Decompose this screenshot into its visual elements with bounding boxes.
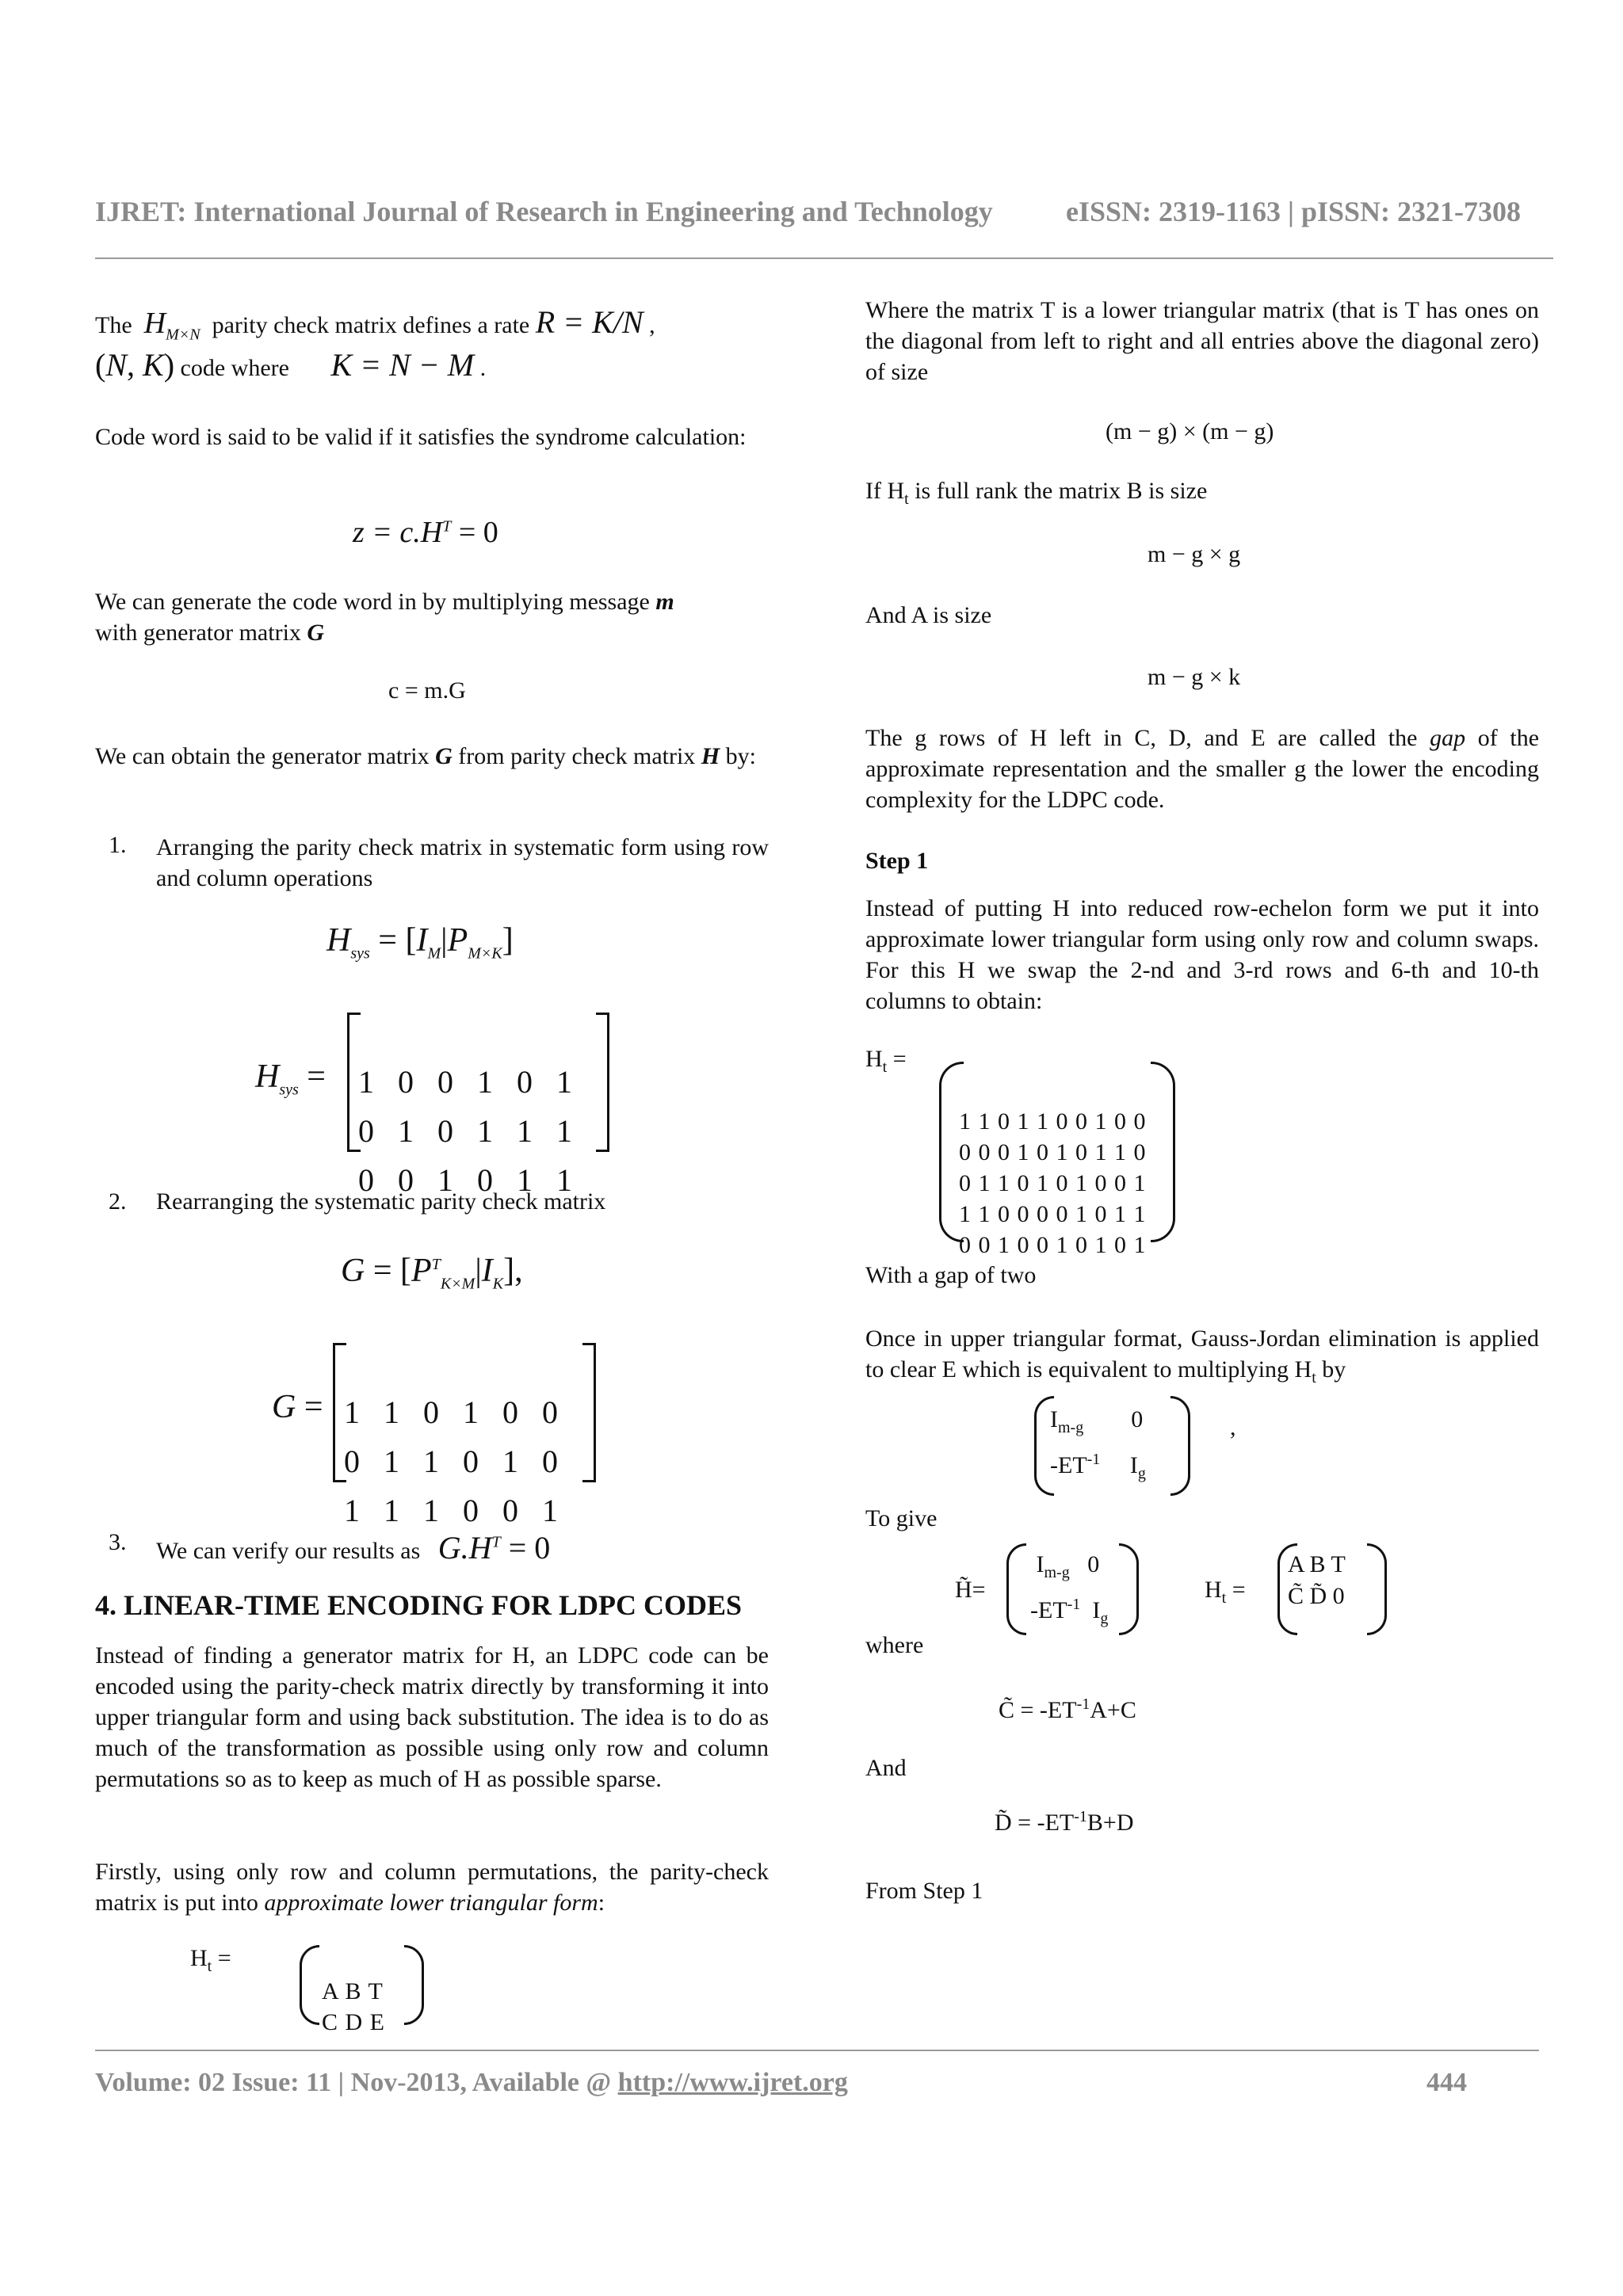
g-definition: $G = [P^T_{K\times M}|I_K]$, bbox=[341, 1253, 523, 1293]
from-step1: From Step 1 bbox=[865, 1878, 983, 1904]
r-p3: And A is size bbox=[865, 602, 992, 628]
ht-label-2: $H_t$ = bbox=[1205, 1577, 1246, 1607]
journal-title: IJRET: International Journal of Research in Engineering and Technology bbox=[95, 196, 993, 227]
mult-right-bracket bbox=[1170, 1396, 1190, 1496]
ht-left-bracket bbox=[300, 1945, 319, 2025]
ht-matrix-abt: A B T C D E bbox=[322, 1978, 385, 2035]
size-a: m − g × k bbox=[1148, 664, 1241, 690]
ht-label-right: $H_t$ = bbox=[865, 1046, 907, 1076]
mult-matrix: $I_{m-g}$ 0 $-ET^{-1}$ $I_g$ bbox=[1050, 1406, 1146, 1482]
hsys-matrix: 1 0 0 1 0 1 0 1 0 1 1 1 0 0 1 0 1 1 bbox=[358, 1064, 572, 1198]
p3: We can generate the code word in by multiplying message m with generator matrix G bbox=[95, 589, 674, 646]
item1-text: Arranging the parity check matrix in systematic form using row and column operations bbox=[156, 834, 769, 891]
c-tilde-equation: C̃ = $-ET^{-1}A+C$ bbox=[999, 1695, 1136, 1723]
ht2-right-bracket bbox=[1367, 1543, 1387, 1635]
item1-number: 1. bbox=[109, 832, 127, 858]
item2-text: Rearranging the systematic parity check matrix bbox=[156, 1188, 606, 1215]
issn: eISSN: 2319-1163 | pISSN: 2321-7308 bbox=[1066, 196, 1521, 227]
syndrome-equation: $z = c.H^T = 0$ bbox=[353, 516, 498, 549]
ht2-matrix: A B T C̃ D̃ 0 bbox=[1288, 1551, 1346, 1609]
r-p1: Where the matrix T is a lower triangular matrix (that is T has ones on the diagonal from left to right and all entries above the diagonal zero) of size bbox=[865, 297, 1539, 385]
p2: Code word is said to be valid if it satisfies the syndrome calculation: bbox=[95, 424, 747, 450]
journal-link[interactable]: http://www.ijret.org bbox=[617, 2068, 848, 2097]
gap-text: With a gap of two bbox=[865, 1262, 1037, 1288]
step1-heading: Step 1 bbox=[865, 848, 929, 874]
comma: , bbox=[1230, 1414, 1236, 1440]
p4: We can obtain the generator matrix G from parity check matrix H by: bbox=[95, 743, 756, 769]
r-p4: The g rows of H left in C, D, and E are called the gap of the approximate representation and the smaller g the lower the encoding complexity for the LDPC code. bbox=[865, 725, 1540, 813]
g-label: G = bbox=[272, 1389, 323, 1425]
page-number: 444 bbox=[1426, 2068, 1467, 2097]
codeword-equation: c = m.G bbox=[388, 677, 466, 704]
g-matrix: 1 1 0 1 0 0 0 1 1 0 1 0 1 1 1 0 0 1 bbox=[344, 1394, 558, 1528]
r-p2: If $H_t$ is full rank the matrix B is size bbox=[865, 478, 1208, 508]
h-tilde-label: H̃= bbox=[955, 1577, 986, 1603]
r-p6: Once in upper triangular format, Gauss-Jordan elimination is applied to clear E which is equivalent to multiplying $H_t$ by bbox=[865, 1325, 1539, 1386]
header-rule bbox=[95, 257, 1553, 259]
footer-volume: Volume: 02 Issue: 11 | Nov-2013, Available @ http://www.ijret.org bbox=[95, 2068, 848, 2097]
where: where bbox=[865, 1632, 924, 1658]
ht-right-bracket bbox=[404, 1945, 424, 2025]
hsys-label: $H_{sys}$ = bbox=[255, 1058, 326, 1099]
ht-binary-matrix: 1 1 0 1 1 0 0 1 0 0 0 0 0 1 0 1 0 1 1 0 0 1 1 0 1 0 1 0 0 1 1 1 0 0 0 0 1 0 1 1 0 0 1 0 0 1 0 1 0 1 bbox=[959, 1108, 1147, 1258]
size-mg-mg: (m − g) × (m − g) bbox=[1106, 418, 1274, 444]
g-right-bracket bbox=[582, 1343, 596, 1482]
ht-label-left: $H_t$ = bbox=[190, 1945, 231, 1975]
section-heading-4: 4. LINEAR-TIME ENCODING FOR LDPC CODES bbox=[95, 1589, 743, 1621]
htilde-matrix: $I_{m-g}$ 0 $-ET^{-1}$ $I_g$ bbox=[1030, 1551, 1109, 1627]
d-tilde-equation: D̃ = $-ET^{-1}B+D$ bbox=[995, 1808, 1134, 1836]
item2-number: 2. bbox=[109, 1188, 127, 1215]
size-b: m − g × g bbox=[1148, 541, 1241, 567]
hsys-right-bracket bbox=[596, 1013, 609, 1152]
p1-line2: (N, K) code where K = N − M . bbox=[95, 347, 487, 383]
htilde-right-bracket bbox=[1119, 1543, 1139, 1635]
footer-rule bbox=[95, 2050, 1539, 2051]
p6: Firstly, using only row and column permutations, the parity-check matrix is put into approximate lower triangular form: bbox=[95, 1859, 769, 1916]
r-p5: Instead of putting H into reduced row-echelon form we put it into approximate lower triangular form using only row and column swaps. For this H we swap the 2-nd and 3-rd rows and 6-th and 10-th columns to obtain: bbox=[865, 895, 1539, 1014]
ht5-right-bracket bbox=[1151, 1062, 1175, 1242]
and: And bbox=[865, 1755, 907, 1781]
htilde-left-bracket bbox=[1006, 1543, 1026, 1635]
p1-line1: The $H_{M\times N}$ parity check matrix defines a rate R = K/N , bbox=[95, 304, 655, 344]
item3-number: 3. bbox=[109, 1529, 127, 1555]
p5: Instead of finding a generator matrix for H, an LDPC code can be encoded using the parity-check matrix directly by transforming it into upper triangular form and using back substitution. The idea is to do as much of the transformation as possible using only row and column permutations so as to keep as much of H as possible sparse. bbox=[95, 1642, 769, 1792]
hsys-definition: $H_{sys} = [I_M|P_{M\times K}]$ bbox=[327, 922, 514, 963]
item3-text: We can verify our results as $G.H^T = 0$ bbox=[156, 1530, 551, 1566]
to-give: To give bbox=[865, 1505, 938, 1531]
